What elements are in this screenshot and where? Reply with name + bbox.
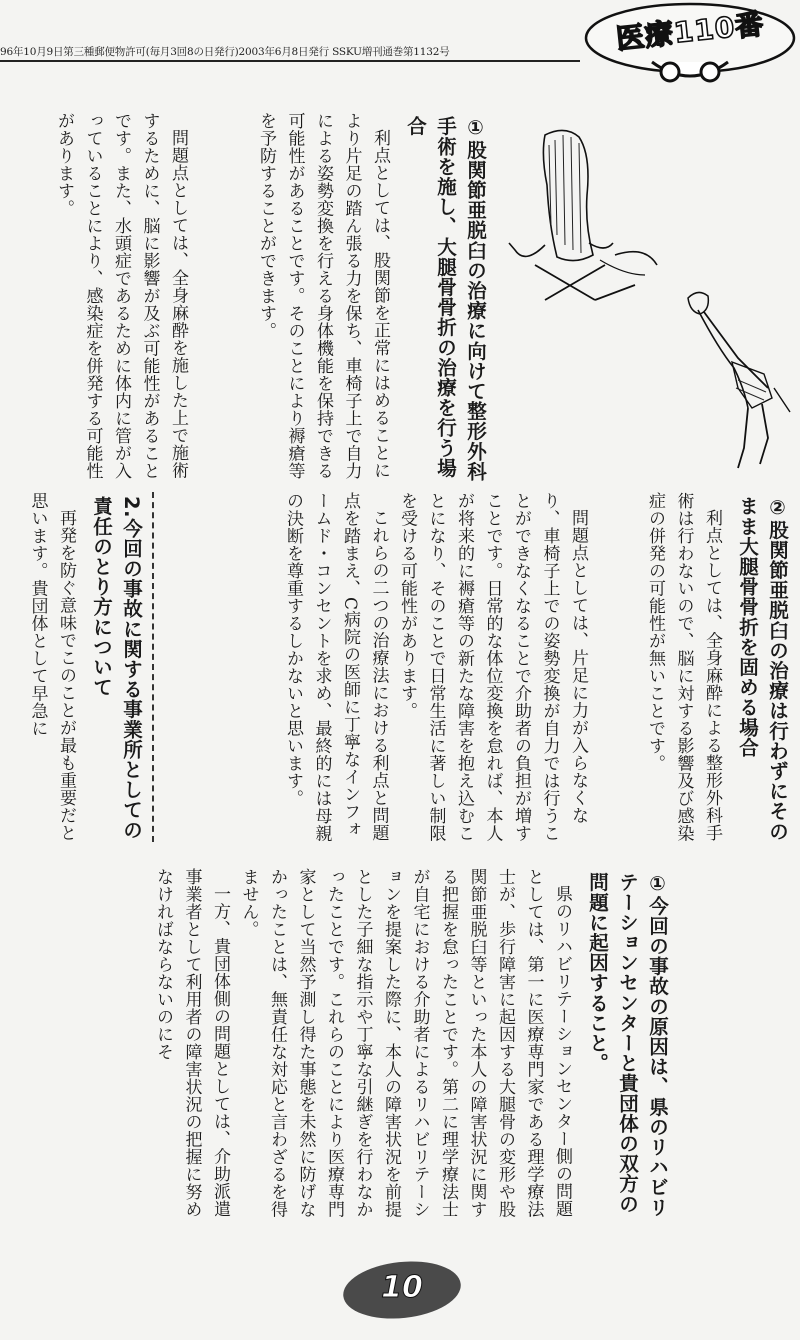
- child-reaching-illustration: [668, 288, 798, 478]
- section-2-paragraph-1: 利点としては、全身麻酔による整形外科手術は行わないので、脳に対する影響及び感染症の併発の可能性が無いことです。: [645, 492, 722, 842]
- section-4-paragraph-1: 県のリハビリテーションセンター側の問題としては、第一に医療専門家である理学療法士が、歩行障害に起因する大腿骨の変形や股関節亜脱臼等といった本人の障害状況に関する把握を怠ったことです。第二に理学療法士が自宅における介助者によるリハビリテーションを提案した際に、本人の障害状況を前提とした子細な指示や丁寧な引継ぎを行わなかったことです。これらのことにより医療専門家として当然予測し得た事態を未然に防げなかったことは、無責任な対応と言わざるを得ません。: [238, 868, 572, 1218]
- child-sitting-illustration: [505, 125, 665, 315]
- section-2-heading: ②股関節亜脱臼の治療は行わずにそのまま大腿骨骨折を固める場合: [736, 495, 789, 842]
- section-3: [6, 492, 146, 842]
- section-4-paragraph-2: 一方、貴団体側の問題としては、介助派遣事業者として利用者の障害状況の把握に努めなければならないのにそ: [153, 868, 230, 1218]
- section-3-heading: 2.今回の事故に関する事業所としての責任のとり方について: [90, 495, 143, 840]
- section-4-heading: ①今回の事故の原因は、県のリハビリテーションセンターと貴団体の双方の問題に起因すること。: [586, 871, 669, 1218]
- section-1-problems-column: [0, 112, 192, 484]
- page-number: 10: [381, 1270, 423, 1305]
- section-1-upper: [256, 112, 490, 484]
- section-2-paragraph-2: 問題点としては、片足に力が入らなくなり、車椅子上での姿勢変換が自力では行うことができなくなることで介助者の負担が増すことです。日常的な体位変換を怠れば、本人が将来的に褥瘡等の新たな障害を抱え込むことになり、そのことで日常生活に著しい制限を受ける可能性があります。: [397, 492, 588, 842]
- section-1-paragraph-2: 問題点としては、全身麻酔を施した上で施術するために、脳に影響が及ぶ可能性があることです。また、水頭症であるために体内に管が入っていることにより、感染症を併発する可能性があります。: [54, 112, 188, 480]
- section-2-middle: [283, 492, 592, 842]
- header-rule: [0, 60, 580, 62]
- postal-permit-header: 96年10月9日第三種郵便物許可(毎月3回8の日発行)2003年6月8日発行 SSKU増刊通巻第1132号: [0, 46, 450, 58]
- section-2-upper: [580, 492, 792, 842]
- section-divider-dashed: [152, 492, 154, 842]
- logo: [582, 0, 798, 92]
- logo-text: 医療110番: [614, 7, 766, 56]
- section-3-paragraph-1: 再発を防ぐ意味でこのことが最も重要だと思います。貴団体として早急に: [27, 492, 76, 842]
- section-2-paragraph-3: これらの二つの治療法における利点と問題点を踏まえ、C病院の医師に丁寧なインフォームド・コンセントを求め、最終的には母親の決断を尊重するしかないと思います。: [283, 492, 389, 842]
- section-4: [10, 868, 672, 1220]
- lower-right-continuation: [678, 868, 768, 1220]
- section-1-heading: ①股関節亜脱臼の治療に向けて整形外科手術を施し、大腿骨骨折の治療を行う場合: [404, 115, 487, 482]
- section-1-paragraph-1: 利点としては、股関節を正常にはめることにより片足の踏ん張る力を保ち、車椅子上で自力による姿勢変換を行える身体機能を保持できる可能性があることです。そのことにより褥瘡等を予防することができます。: [256, 112, 390, 480]
